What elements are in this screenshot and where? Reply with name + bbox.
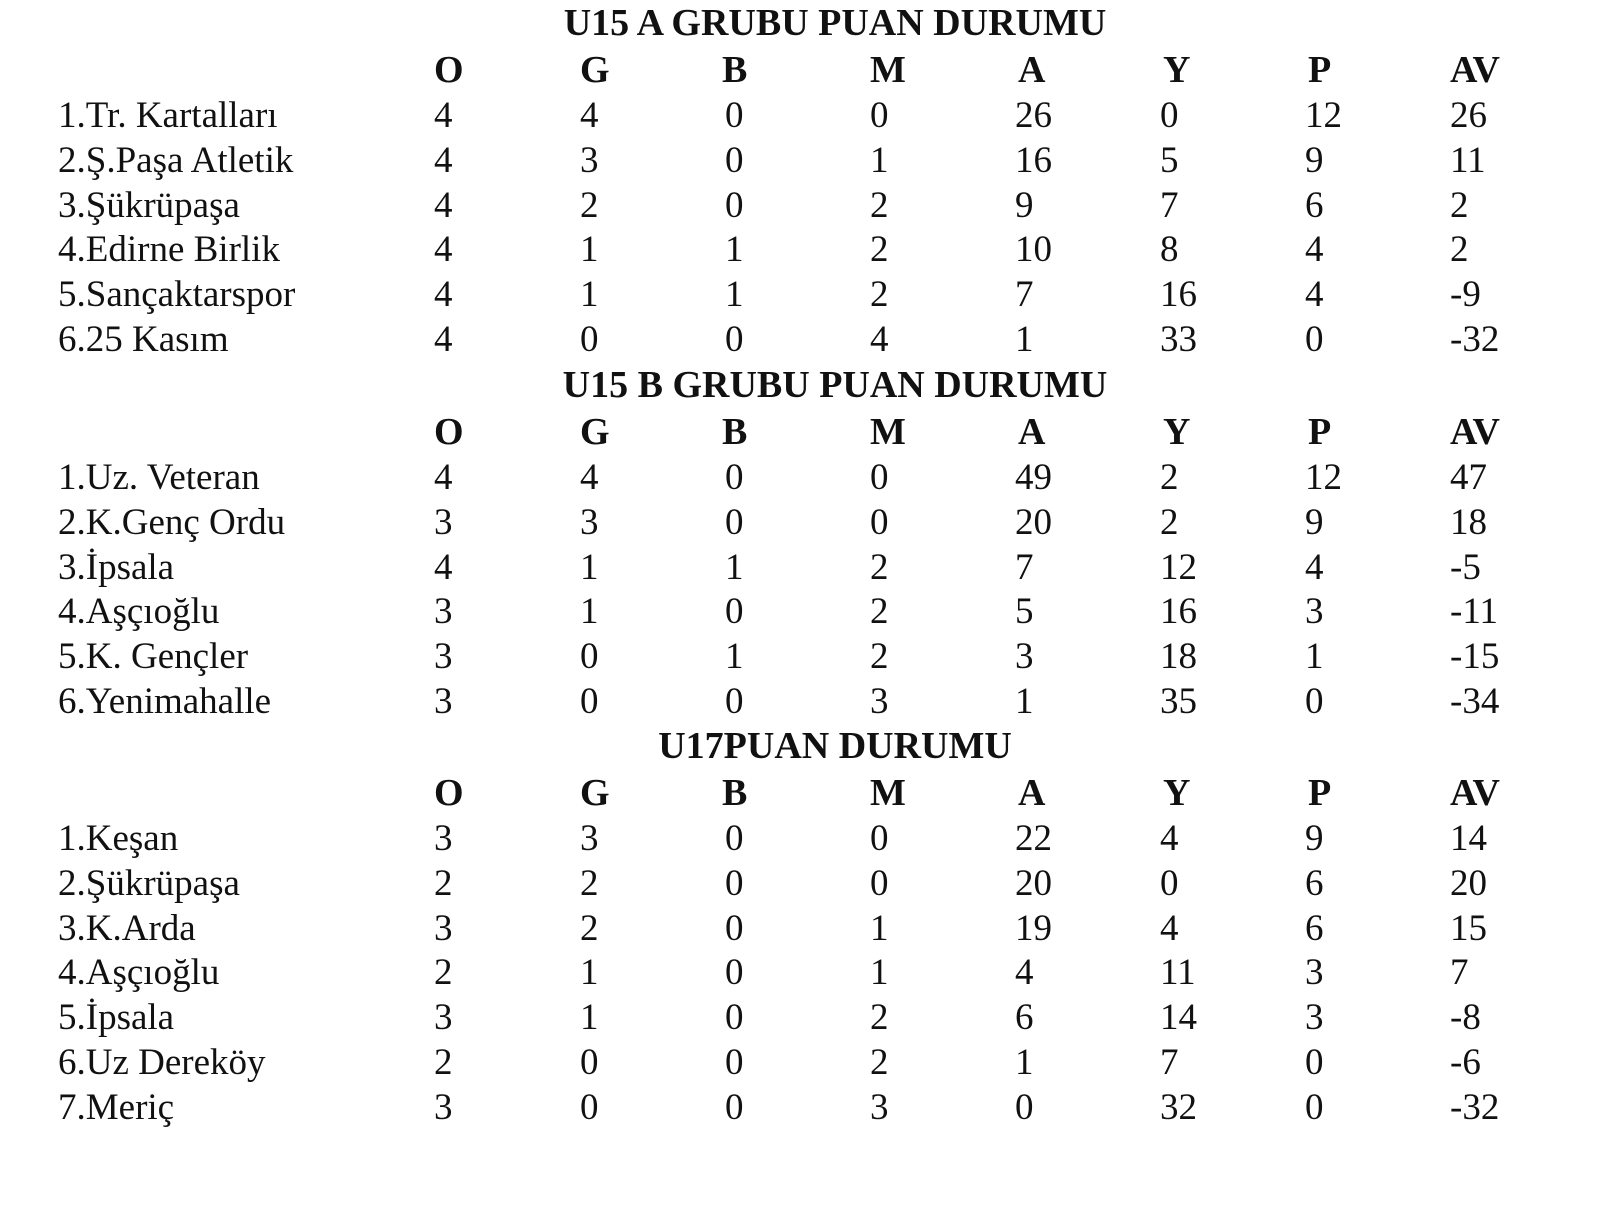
stat-av: 15 bbox=[1450, 907, 1487, 949]
header-row bbox=[0, 770, 1600, 816]
col-header-p: P bbox=[1308, 49, 1332, 91]
stat-g: 3 bbox=[580, 501, 599, 543]
stat-m: 2 bbox=[870, 1042, 889, 1083]
col-header-b: B bbox=[722, 772, 748, 814]
stat-o: 2 bbox=[434, 952, 453, 994]
stat-a: 0 bbox=[1015, 1086, 1034, 1128]
stat-av: -6 bbox=[1450, 1042, 1481, 1083]
stat-av: 7 bbox=[1450, 952, 1469, 994]
stat-y: 7 bbox=[1160, 184, 1179, 226]
stat-y: 4 bbox=[1160, 818, 1179, 859]
section-title: U15 A GRUBU PUAN DURUMU bbox=[563, 2, 1107, 44]
col-header-g: G bbox=[580, 411, 610, 453]
header-row bbox=[0, 409, 1600, 455]
stat-p: 12 bbox=[1305, 457, 1342, 498]
table-row bbox=[0, 227, 1600, 273]
stat-p: 0 bbox=[1305, 319, 1324, 360]
table-row bbox=[0, 906, 1600, 952]
stat-g: 0 bbox=[580, 1086, 599, 1128]
stat-a: 6 bbox=[1015, 997, 1034, 1039]
table-row bbox=[0, 317, 1600, 363]
stat-a: 49 bbox=[1015, 457, 1052, 498]
stat-a: 7 bbox=[1015, 546, 1034, 588]
stat-p: 0 bbox=[1305, 681, 1324, 722]
col-header-o: O bbox=[434, 49, 464, 91]
stat-a: 26 bbox=[1015, 95, 1052, 136]
team-name: 3.K.Arda bbox=[58, 907, 196, 949]
stat-av: 14 bbox=[1450, 818, 1487, 859]
team-name: 2.Ş.Paşa Atletik bbox=[58, 139, 294, 181]
stat-b: 0 bbox=[725, 591, 744, 633]
col-header-a: A bbox=[1018, 49, 1046, 91]
stat-m: 2 bbox=[870, 546, 889, 588]
stat-p: 4 bbox=[1305, 546, 1324, 588]
stat-m: 0 bbox=[870, 818, 889, 859]
stat-b: 1 bbox=[725, 636, 744, 678]
stat-o: 3 bbox=[434, 907, 453, 949]
stat-p: 6 bbox=[1305, 907, 1324, 949]
stat-b: 0 bbox=[725, 907, 744, 949]
team-name: 2.K.Genç Ordu bbox=[58, 501, 286, 543]
col-header-m: M bbox=[870, 49, 906, 91]
stat-av: 11 bbox=[1450, 139, 1486, 181]
stat-y: 35 bbox=[1160, 681, 1197, 722]
stat-o: 2 bbox=[434, 862, 453, 904]
stat-g: 2 bbox=[580, 907, 599, 949]
stat-o: 3 bbox=[434, 591, 453, 633]
stat-o: 4 bbox=[434, 95, 453, 136]
stat-m: 2 bbox=[870, 229, 889, 271]
stat-b: 1 bbox=[725, 274, 744, 316]
stat-b: 0 bbox=[725, 184, 744, 226]
stat-av: 26 bbox=[1450, 95, 1487, 136]
stat-y: 4 bbox=[1160, 907, 1179, 949]
stat-b: 0 bbox=[725, 1086, 744, 1128]
stat-m: 4 bbox=[870, 319, 889, 360]
stat-y: 16 bbox=[1160, 591, 1197, 633]
stat-a: 20 bbox=[1015, 862, 1052, 904]
table-row bbox=[0, 995, 1600, 1041]
col-header-p: P bbox=[1308, 772, 1332, 814]
stat-m: 2 bbox=[870, 274, 889, 316]
stat-g: 2 bbox=[580, 862, 599, 904]
stat-g: 3 bbox=[580, 139, 599, 181]
stat-p: 0 bbox=[1305, 1042, 1324, 1083]
stat-b: 0 bbox=[725, 952, 744, 994]
stat-b: 0 bbox=[725, 818, 744, 859]
stat-a: 20 bbox=[1015, 501, 1052, 543]
stat-o: 3 bbox=[434, 501, 453, 543]
stat-m: 2 bbox=[870, 636, 889, 678]
team-name: 3.İpsala bbox=[58, 546, 175, 588]
stat-g: 1 bbox=[580, 997, 599, 1039]
team-name: 3.Şükrüpaşa bbox=[58, 184, 240, 226]
stat-av: 18 bbox=[1450, 501, 1487, 543]
table-row bbox=[0, 634, 1600, 680]
stat-b: 0 bbox=[725, 997, 744, 1039]
stat-a: 1 bbox=[1015, 1042, 1034, 1083]
table-row bbox=[0, 1085, 1600, 1131]
stat-o: 3 bbox=[434, 997, 453, 1039]
stat-a: 5 bbox=[1015, 591, 1034, 633]
stat-y: 7 bbox=[1160, 1042, 1179, 1083]
stat-m: 3 bbox=[870, 1086, 889, 1128]
col-header-p: P bbox=[1308, 411, 1332, 453]
stat-a: 16 bbox=[1015, 139, 1052, 181]
stat-p: 4 bbox=[1305, 229, 1324, 271]
stat-a: 7 bbox=[1015, 274, 1034, 316]
stat-y: 5 bbox=[1160, 139, 1179, 181]
table-row bbox=[0, 1040, 1600, 1086]
col-header-y: Y bbox=[1163, 49, 1191, 91]
table-row bbox=[0, 679, 1600, 725]
stat-m: 1 bbox=[870, 139, 889, 181]
stat-y: 11 bbox=[1160, 952, 1196, 994]
stat-a: 9 bbox=[1015, 184, 1034, 226]
stat-o: 4 bbox=[434, 319, 453, 360]
stat-p: 9 bbox=[1305, 818, 1324, 859]
stat-g: 0 bbox=[580, 1042, 599, 1083]
stat-b: 0 bbox=[725, 319, 744, 360]
stat-m: 0 bbox=[870, 501, 889, 543]
stat-m: 2 bbox=[870, 997, 889, 1039]
stat-o: 2 bbox=[434, 1042, 453, 1083]
team-name: 6.25 Kasım bbox=[58, 319, 229, 360]
table-row bbox=[0, 545, 1600, 591]
stat-g: 1 bbox=[580, 546, 599, 588]
section-title: U15 B GRUBU PUAN DURUMU bbox=[562, 364, 1108, 406]
col-header-av: AV bbox=[1450, 411, 1500, 453]
table-row bbox=[0, 816, 1600, 862]
stat-o: 4 bbox=[434, 546, 453, 588]
stat-b: 0 bbox=[725, 1042, 744, 1083]
table-row bbox=[0, 861, 1600, 907]
stat-p: 12 bbox=[1305, 95, 1342, 136]
stat-a: 10 bbox=[1015, 229, 1052, 271]
col-header-y: Y bbox=[1163, 772, 1191, 814]
stat-b: 0 bbox=[725, 95, 744, 136]
team-name: 1.Uz. Veteran bbox=[58, 457, 260, 498]
col-header-av: AV bbox=[1450, 49, 1500, 91]
stat-g: 4 bbox=[580, 95, 599, 136]
stat-g: 0 bbox=[580, 636, 599, 678]
stat-av: -11 bbox=[1450, 591, 1498, 633]
stat-g: 1 bbox=[580, 952, 599, 994]
table-row bbox=[0, 183, 1600, 229]
team-name: 7.Meriç bbox=[58, 1086, 175, 1128]
stat-av: 20 bbox=[1450, 862, 1487, 904]
stat-av: -32 bbox=[1450, 1086, 1500, 1128]
stat-a: 1 bbox=[1015, 681, 1034, 722]
col-header-m: M bbox=[870, 411, 906, 453]
stat-o: 3 bbox=[434, 818, 453, 859]
stat-av: 47 bbox=[1450, 457, 1487, 498]
team-name: 4.Aşçıoğlu bbox=[58, 952, 220, 994]
team-name: 1.Tr. Kartalları bbox=[58, 95, 278, 136]
stat-y: 0 bbox=[1160, 95, 1179, 136]
stat-o: 3 bbox=[434, 1086, 453, 1128]
col-header-y: Y bbox=[1163, 411, 1191, 453]
stat-b: 0 bbox=[725, 681, 744, 722]
team-name: 2.Şükrüpaşa bbox=[58, 862, 240, 904]
stat-o: 3 bbox=[434, 681, 453, 722]
team-name: 1.Keşan bbox=[58, 818, 179, 859]
stat-g: 4 bbox=[580, 457, 599, 498]
stat-a: 22 bbox=[1015, 818, 1052, 859]
col-header-a: A bbox=[1018, 772, 1046, 814]
stat-av: -9 bbox=[1450, 274, 1481, 316]
stat-y: 33 bbox=[1160, 319, 1197, 360]
table-row bbox=[0, 455, 1600, 501]
col-header-b: B bbox=[722, 411, 748, 453]
stat-p: 6 bbox=[1305, 862, 1324, 904]
stat-y: 2 bbox=[1160, 457, 1179, 498]
stat-g: 1 bbox=[580, 591, 599, 633]
header-row bbox=[0, 47, 1600, 93]
stat-a: 3 bbox=[1015, 636, 1034, 678]
col-header-a: A bbox=[1018, 411, 1046, 453]
col-header-o: O bbox=[434, 772, 464, 814]
stat-y: 16 bbox=[1160, 274, 1197, 316]
team-name: 5.K. Gençler bbox=[58, 636, 249, 678]
stat-p: 4 bbox=[1305, 274, 1324, 316]
stat-b: 0 bbox=[725, 457, 744, 498]
team-name: 6.Uz Dereköy bbox=[58, 1042, 266, 1083]
stat-o: 4 bbox=[434, 274, 453, 316]
stat-p: 3 bbox=[1305, 591, 1324, 633]
stat-av: -8 bbox=[1450, 997, 1481, 1039]
stat-y: 18 bbox=[1160, 636, 1197, 678]
stat-p: 1 bbox=[1305, 636, 1324, 678]
col-header-g: G bbox=[580, 772, 610, 814]
stat-y: 32 bbox=[1160, 1086, 1197, 1128]
stat-a: 4 bbox=[1015, 952, 1034, 994]
stat-av: 2 bbox=[1450, 229, 1469, 271]
table-row bbox=[0, 500, 1600, 546]
stat-m: 1 bbox=[870, 952, 889, 994]
stat-a: 19 bbox=[1015, 907, 1052, 949]
stat-av: 2 bbox=[1450, 184, 1469, 226]
stat-av: -15 bbox=[1450, 636, 1500, 678]
team-name: 5.İpsala bbox=[58, 997, 175, 1039]
stat-p: 3 bbox=[1305, 997, 1324, 1039]
section-title: U17PUAN DURUMU bbox=[658, 725, 1012, 767]
stat-a: 1 bbox=[1015, 319, 1034, 360]
stat-o: 4 bbox=[434, 184, 453, 226]
stat-o: 3 bbox=[434, 636, 453, 678]
stat-b: 0 bbox=[725, 501, 744, 543]
stat-y: 14 bbox=[1160, 997, 1197, 1039]
stat-g: 1 bbox=[580, 229, 599, 271]
table-row bbox=[0, 589, 1600, 635]
stat-b: 0 bbox=[725, 139, 744, 181]
stat-y: 0 bbox=[1160, 862, 1179, 904]
col-header-o: O bbox=[434, 411, 464, 453]
col-header-b: B bbox=[722, 49, 748, 91]
stat-m: 2 bbox=[870, 591, 889, 633]
stat-p: 0 bbox=[1305, 1086, 1324, 1128]
stat-m: 3 bbox=[870, 681, 889, 722]
stat-g: 1 bbox=[580, 274, 599, 316]
col-header-av: AV bbox=[1450, 772, 1500, 814]
stat-av: -34 bbox=[1450, 681, 1500, 722]
stat-p: 6 bbox=[1305, 184, 1324, 226]
stat-b: 1 bbox=[725, 546, 744, 588]
table-row bbox=[0, 272, 1600, 318]
team-name: 5.Sançaktarspor bbox=[58, 274, 296, 316]
stat-o: 4 bbox=[434, 229, 453, 271]
table-row bbox=[0, 138, 1600, 184]
stat-m: 0 bbox=[870, 95, 889, 136]
stat-y: 8 bbox=[1160, 229, 1179, 271]
stat-y: 12 bbox=[1160, 546, 1197, 588]
stat-b: 1 bbox=[725, 229, 744, 271]
stat-m: 2 bbox=[870, 184, 889, 226]
team-name: 4.Edirne Birlik bbox=[58, 229, 280, 271]
stat-b: 0 bbox=[725, 862, 744, 904]
stat-o: 4 bbox=[434, 457, 453, 498]
stat-m: 0 bbox=[870, 457, 889, 498]
col-header-m: M bbox=[870, 772, 906, 814]
stat-av: -5 bbox=[1450, 546, 1481, 588]
stat-p: 9 bbox=[1305, 501, 1324, 543]
stat-p: 3 bbox=[1305, 952, 1324, 994]
stat-p: 9 bbox=[1305, 139, 1324, 181]
team-name: 6.Yenimahalle bbox=[58, 681, 272, 722]
stat-o: 4 bbox=[434, 139, 453, 181]
stat-m: 1 bbox=[870, 907, 889, 949]
stat-av: -32 bbox=[1450, 319, 1500, 360]
stat-y: 2 bbox=[1160, 501, 1179, 543]
table-row bbox=[0, 950, 1600, 996]
stat-g: 2 bbox=[580, 184, 599, 226]
stat-m: 0 bbox=[870, 862, 889, 904]
col-header-g: G bbox=[580, 49, 610, 91]
stat-g: 0 bbox=[580, 681, 599, 722]
team-name: 4.Aşçıoğlu bbox=[58, 591, 220, 633]
stat-g: 3 bbox=[580, 818, 599, 859]
stat-g: 0 bbox=[580, 319, 599, 360]
table-row bbox=[0, 93, 1600, 139]
